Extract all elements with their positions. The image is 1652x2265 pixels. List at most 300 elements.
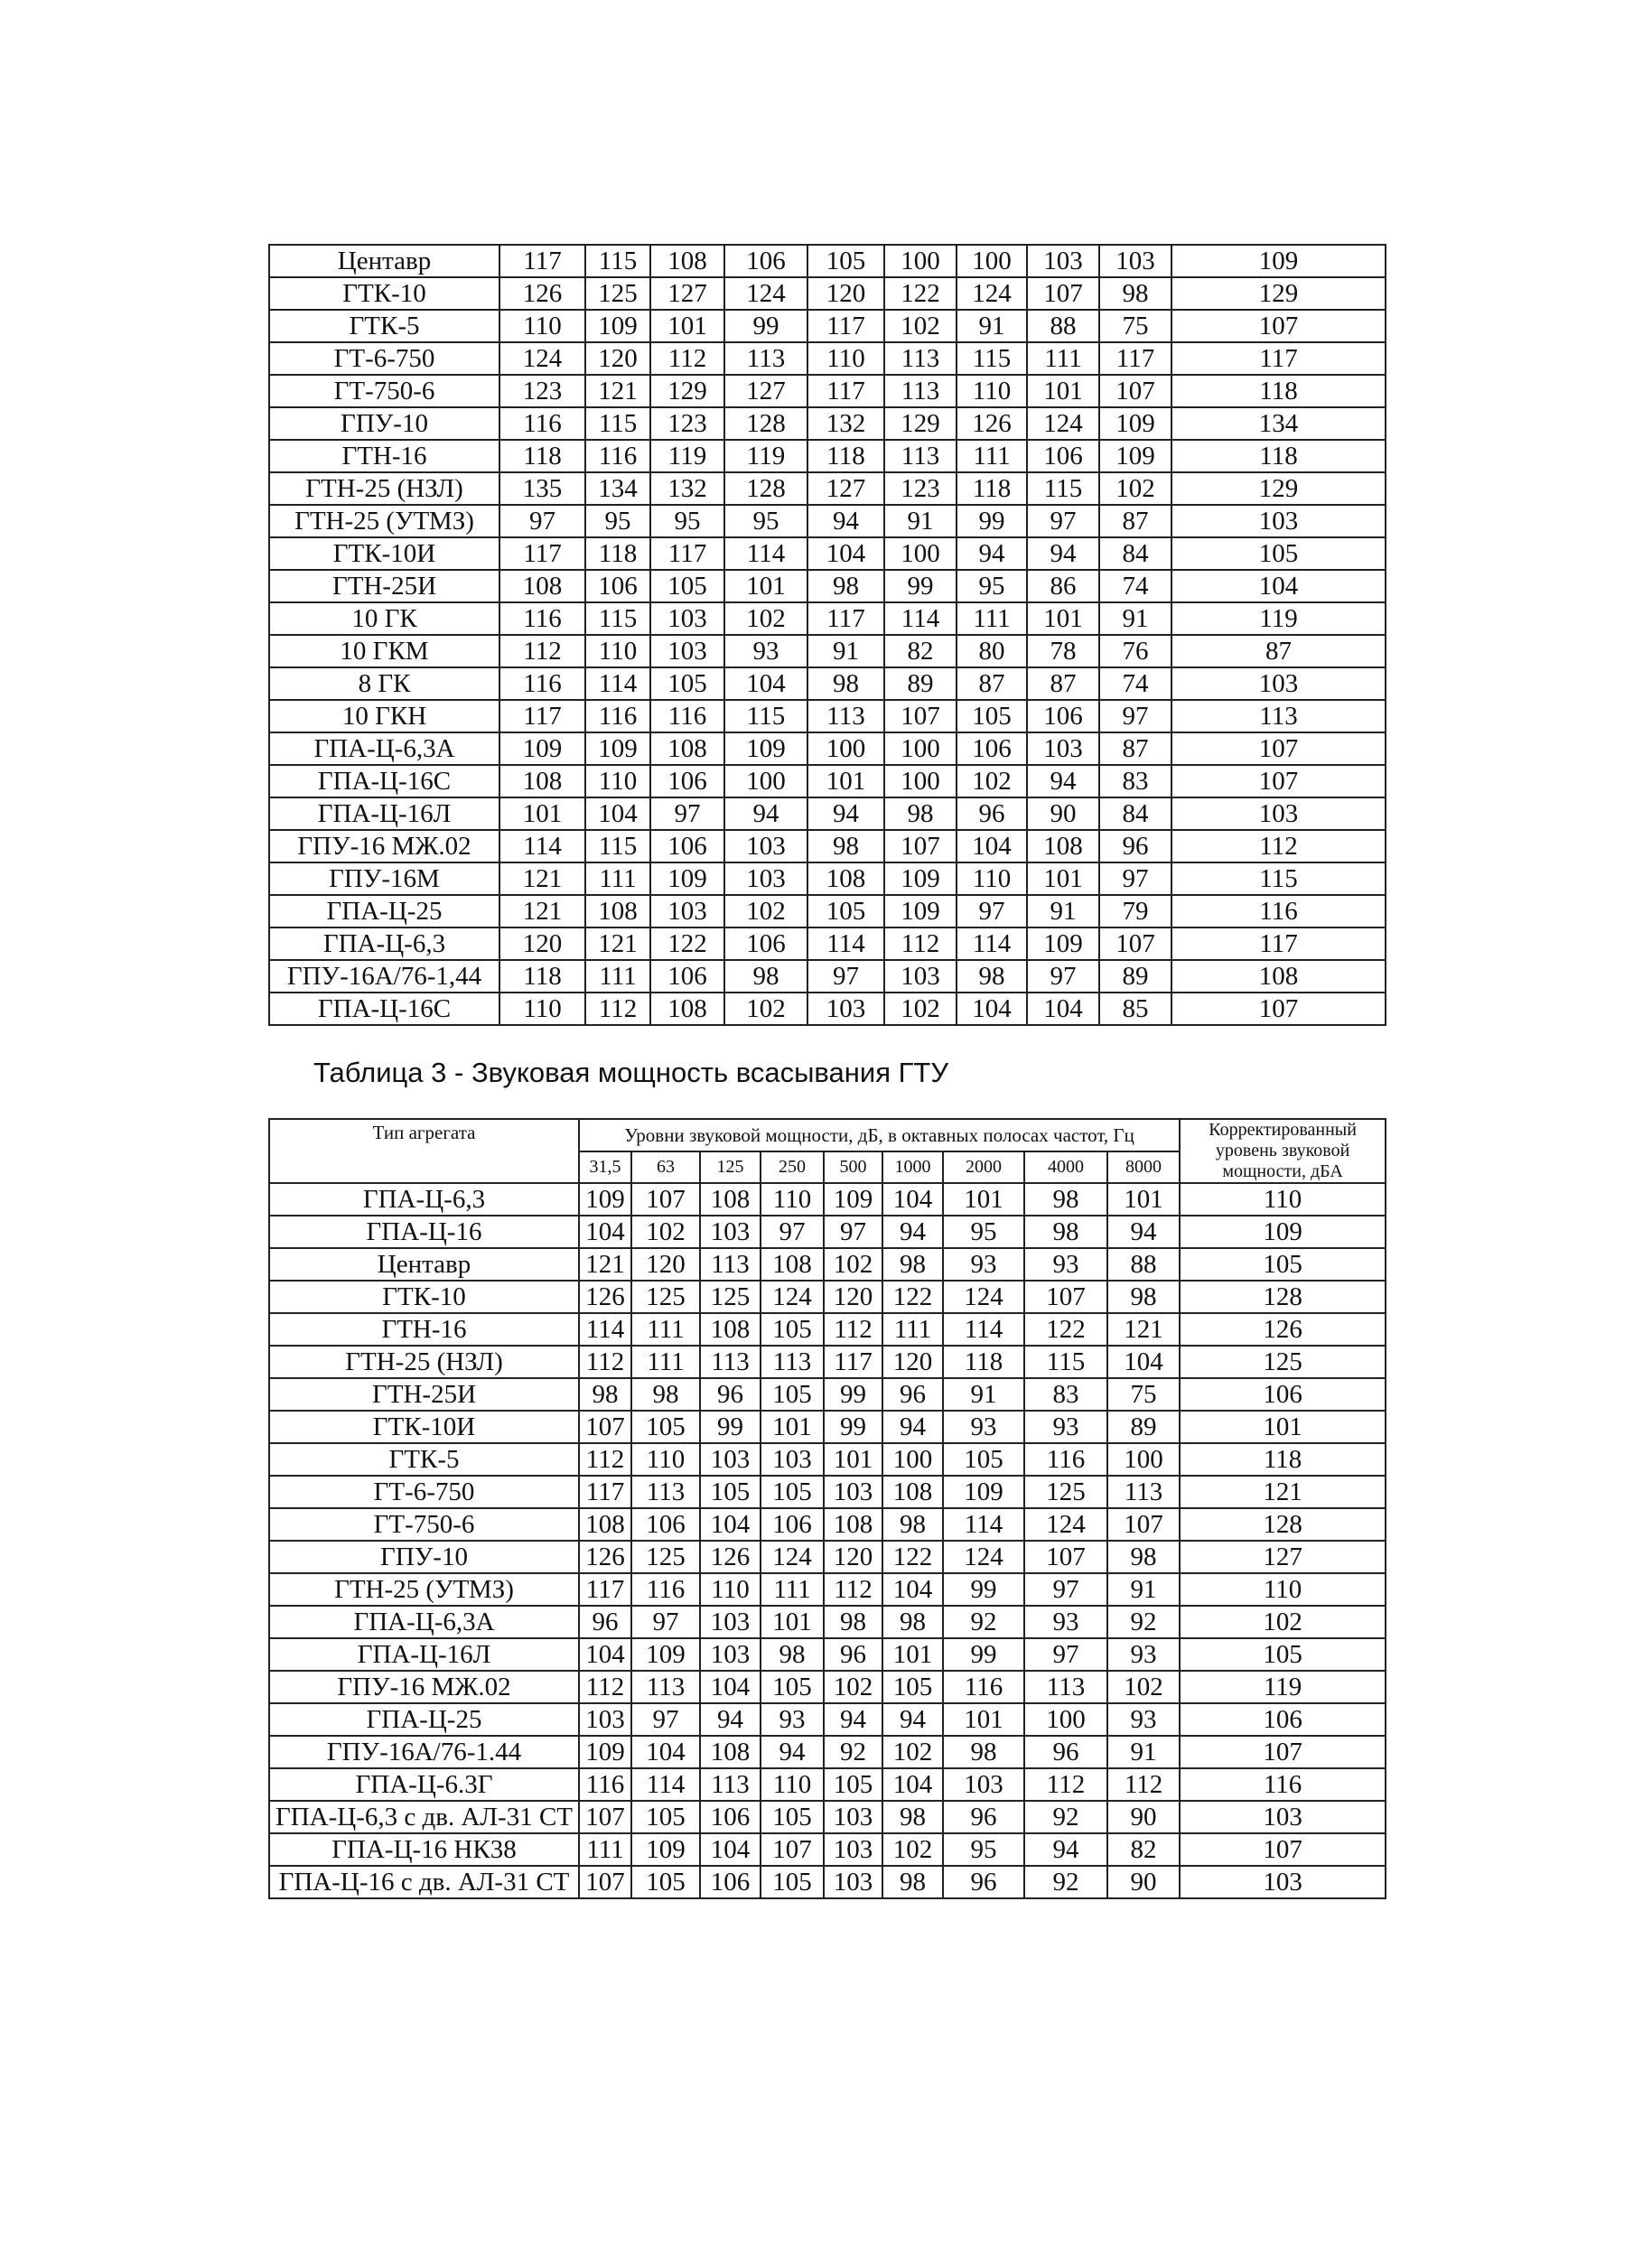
level-cell: 104	[700, 1671, 761, 1703]
level-cell: 85	[1099, 993, 1171, 1025]
level-cell: 103	[650, 602, 724, 635]
level-cell: 117	[499, 245, 585, 277]
level-cell: 103	[724, 830, 807, 862]
level-cell: 102	[1107, 1671, 1180, 1703]
level-cell: 121	[585, 927, 650, 960]
level-cell: 101	[1027, 862, 1099, 895]
level-cell: 103	[824, 1833, 882, 1866]
level-cell: 108	[700, 1183, 761, 1216]
table-row	[269, 375, 1386, 407]
corrected-level-cell: 129	[1171, 277, 1386, 310]
corrected-level-cell: 103	[1171, 667, 1386, 700]
table-row	[269, 1411, 1386, 1443]
level-cell: 94	[700, 1703, 761, 1736]
level-cell: 104	[882, 1573, 943, 1606]
table-row	[269, 342, 1386, 375]
level-cell: 101	[943, 1183, 1024, 1216]
level-cell: 115	[1024, 1346, 1107, 1378]
unit-name-cell: ГТН-25 (УТМЗ)	[269, 505, 499, 537]
level-cell: 82	[884, 635, 957, 667]
level-cell: 74	[1099, 667, 1171, 700]
level-cell: 112	[824, 1313, 882, 1346]
level-cell: 94	[1027, 765, 1099, 797]
frequency-header-cell: 2000	[943, 1151, 1024, 1184]
level-cell: 124	[761, 1541, 824, 1573]
level-cell: 100	[882, 1443, 943, 1476]
level-cell: 98	[882, 1801, 943, 1833]
level-cell: 104	[957, 993, 1027, 1025]
corrected-level-cell: 109	[1171, 245, 1386, 277]
level-cell: 116	[943, 1671, 1024, 1703]
level-cell: 95	[943, 1833, 1024, 1866]
level-cell: 108	[650, 245, 724, 277]
unit-name-cell: ГТК-10И	[269, 537, 499, 570]
level-cell: 98	[807, 830, 884, 862]
table-row	[269, 472, 1386, 505]
level-cell: 106	[1027, 700, 1099, 732]
level-cell: 108	[761, 1248, 824, 1281]
corrected-level-cell: 104	[1171, 570, 1386, 602]
level-cell: 104	[1107, 1346, 1180, 1378]
level-cell: 123	[650, 407, 724, 440]
level-cell: 102	[724, 993, 807, 1025]
corrected-level-cell: 134	[1171, 407, 1386, 440]
table-row	[269, 1703, 1386, 1736]
corrected-level-cell: 117	[1171, 927, 1386, 960]
unit-name-cell: ГПА-Ц-6,3А	[269, 1606, 579, 1638]
level-cell: 96	[943, 1866, 1024, 1898]
level-cell: 124	[499, 342, 585, 375]
level-cell: 93	[943, 1248, 1024, 1281]
level-cell: 125	[1024, 1476, 1107, 1508]
level-cell: 128	[724, 407, 807, 440]
level-cell: 78	[1027, 635, 1099, 667]
table-row	[269, 1606, 1386, 1638]
unit-name-cell: ГПА-Ц-25	[269, 1703, 579, 1736]
level-cell: 108	[700, 1736, 761, 1768]
level-cell: 124	[943, 1281, 1024, 1313]
level-cell: 115	[585, 245, 650, 277]
level-cell: 102	[1099, 472, 1171, 505]
table-row	[269, 1378, 1386, 1411]
level-cell: 107	[1027, 277, 1099, 310]
level-cell: 121	[585, 375, 650, 407]
table-row	[269, 1833, 1386, 1866]
unit-name-cell: ГТК-10	[269, 277, 499, 310]
level-cell: 110	[585, 635, 650, 667]
unit-name-cell: Центавр	[269, 1248, 579, 1281]
level-cell: 107	[761, 1833, 824, 1866]
level-cell: 90	[1107, 1801, 1180, 1833]
level-cell: 109	[650, 862, 724, 895]
level-cell: 106	[1027, 440, 1099, 472]
level-cell: 87	[1099, 505, 1171, 537]
level-cell: 109	[1027, 927, 1099, 960]
table-row	[269, 310, 1386, 342]
level-cell: 102	[884, 993, 957, 1025]
corrected-level-cell: 128	[1180, 1508, 1386, 1541]
level-cell: 116	[499, 407, 585, 440]
level-cell: 105	[761, 1801, 824, 1833]
level-cell: 99	[943, 1638, 1024, 1671]
level-cell: 97	[631, 1703, 700, 1736]
level-cell: 94	[882, 1216, 943, 1248]
level-cell: 87	[1027, 667, 1099, 700]
level-cell: 121	[499, 862, 585, 895]
level-cell: 105	[631, 1411, 700, 1443]
level-cell: 104	[579, 1216, 631, 1248]
level-cell: 92	[824, 1736, 882, 1768]
level-cell: 111	[957, 602, 1027, 635]
level-cell: 126	[499, 277, 585, 310]
level-cell: 75	[1107, 1378, 1180, 1411]
level-cell: 94	[957, 537, 1027, 570]
unit-name-cell: ГТ-6-750	[269, 342, 499, 375]
unit-name-cell: ГПА-Ц-25	[269, 895, 499, 927]
level-cell: 132	[807, 407, 884, 440]
level-cell: 107	[579, 1866, 631, 1898]
corrected-level-cell: 103	[1171, 505, 1386, 537]
level-cell: 97	[1099, 700, 1171, 732]
level-cell: 103	[1099, 245, 1171, 277]
level-cell: 98	[1024, 1216, 1107, 1248]
level-cell: 110	[761, 1768, 824, 1801]
level-cell: 91	[1107, 1573, 1180, 1606]
level-cell: 91	[1107, 1736, 1180, 1768]
corrected-level-cell: 117	[1171, 342, 1386, 375]
unit-name-cell: ГПА-Ц-6,3	[269, 1183, 579, 1216]
table-row	[269, 1638, 1386, 1671]
level-cell: 105	[631, 1801, 700, 1833]
level-cell: 108	[585, 895, 650, 927]
level-cell: 114	[585, 667, 650, 700]
level-cell: 93	[943, 1411, 1024, 1443]
corrected-level-cell: 107	[1180, 1833, 1386, 1866]
table-row	[269, 602, 1386, 635]
level-cell: 99	[884, 570, 957, 602]
level-cell: 83	[1099, 765, 1171, 797]
level-cell: 104	[724, 667, 807, 700]
table-body	[269, 1183, 1386, 1898]
level-cell: 97	[1024, 1573, 1107, 1606]
unit-name-cell: ГТ-750-6	[269, 1508, 579, 1541]
corrected-level-cell: 116	[1180, 1768, 1386, 1801]
level-cell: 101	[1107, 1183, 1180, 1216]
level-cell: 119	[650, 440, 724, 472]
level-cell: 123	[499, 375, 585, 407]
unit-name-cell: ГПА-Ц-16	[269, 1216, 579, 1248]
level-cell: 106	[724, 245, 807, 277]
level-cell: 101	[882, 1638, 943, 1671]
table-row	[269, 1443, 1386, 1476]
level-cell: 105	[761, 1866, 824, 1898]
level-cell: 114	[724, 537, 807, 570]
level-cell: 99	[824, 1411, 882, 1443]
table-row	[269, 667, 1386, 700]
level-cell: 109	[579, 1183, 631, 1216]
level-cell: 104	[631, 1736, 700, 1768]
unit-name-cell: ГПУ-16М	[269, 862, 499, 895]
level-cell: 95	[585, 505, 650, 537]
level-cell: 103	[1027, 732, 1099, 765]
level-cell: 109	[631, 1638, 700, 1671]
level-cell: 102	[824, 1671, 882, 1703]
corrected-level-cell: 110	[1180, 1183, 1386, 1216]
level-cell: 103	[650, 635, 724, 667]
level-cell: 116	[585, 700, 650, 732]
frequency-header-cell: 125	[700, 1151, 761, 1184]
level-cell: 94	[1027, 537, 1099, 570]
corrected-level-cell: 105	[1180, 1638, 1386, 1671]
level-cell: 120	[824, 1281, 882, 1313]
level-cell: 89	[1099, 960, 1171, 993]
level-cell: 93	[1024, 1411, 1107, 1443]
level-cell: 102	[631, 1216, 700, 1248]
level-cell: 93	[1024, 1248, 1107, 1281]
level-cell: 87	[1099, 732, 1171, 765]
level-cell: 106	[650, 830, 724, 862]
level-cell: 91	[884, 505, 957, 537]
level-cell: 91	[807, 635, 884, 667]
level-cell: 111	[1027, 342, 1099, 375]
table-row	[269, 570, 1386, 602]
level-cell: 122	[882, 1281, 943, 1313]
table-row	[269, 830, 1386, 862]
level-cell: 107	[884, 700, 957, 732]
table-row	[269, 1541, 1386, 1573]
level-cell: 83	[1024, 1378, 1107, 1411]
level-cell: 99	[700, 1411, 761, 1443]
level-cell: 117	[499, 700, 585, 732]
level-cell: 105	[761, 1313, 824, 1346]
corrected-level-cell: 125	[1180, 1346, 1386, 1378]
level-cell: 118	[499, 960, 585, 993]
level-cell: 107	[1024, 1541, 1107, 1573]
level-cell: 112	[579, 1443, 631, 1476]
level-cell: 91	[957, 310, 1027, 342]
table-row	[269, 1508, 1386, 1541]
table-row	[269, 277, 1386, 310]
level-cell: 93	[1024, 1606, 1107, 1638]
level-cell: 105	[824, 1768, 882, 1801]
level-cell: 124	[724, 277, 807, 310]
level-cell: 120	[631, 1248, 700, 1281]
level-cell: 96	[882, 1378, 943, 1411]
level-cell: 107	[579, 1801, 631, 1833]
sound-power-table-continued	[268, 244, 1386, 1026]
unit-name-cell: 10 ГКН	[269, 700, 499, 732]
table-row	[269, 895, 1386, 927]
frequency-header-cell: 4000	[1024, 1151, 1107, 1184]
level-cell: 110	[807, 342, 884, 375]
level-cell: 97	[1024, 1638, 1107, 1671]
corrected-level-cell: 107	[1171, 765, 1386, 797]
level-cell: 97	[631, 1606, 700, 1638]
level-cell: 86	[1027, 570, 1099, 602]
level-cell: 99	[824, 1378, 882, 1411]
table-row	[269, 1671, 1386, 1703]
level-cell: 104	[585, 797, 650, 830]
level-cell: 107	[1099, 375, 1171, 407]
corrected-level-cell: 108	[1171, 960, 1386, 993]
header-corrected-level: Корректированный уровень звуковой мощности, дБА	[1180, 1119, 1386, 1183]
table-row	[269, 1313, 1386, 1346]
level-cell: 97	[1099, 862, 1171, 895]
level-cell: 79	[1099, 895, 1171, 927]
level-cell: 107	[884, 830, 957, 862]
unit-name-cell: ГПА-Ц-16С	[269, 765, 499, 797]
level-cell: 104	[807, 537, 884, 570]
corrected-level-cell: 128	[1180, 1281, 1386, 1313]
table-row	[269, 505, 1386, 537]
level-cell: 126	[579, 1281, 631, 1313]
corrected-level-cell: 107	[1180, 1736, 1386, 1768]
level-cell: 92	[1024, 1801, 1107, 1833]
level-cell: 107	[1024, 1281, 1107, 1313]
level-cell: 108	[650, 732, 724, 765]
level-cell: 95	[957, 570, 1027, 602]
header-unit-type: Тип агрегата	[269, 1119, 579, 1183]
level-cell: 101	[724, 570, 807, 602]
level-cell: 92	[1107, 1606, 1180, 1638]
level-cell: 98	[882, 1248, 943, 1281]
level-cell: 117	[807, 310, 884, 342]
level-cell: 105	[761, 1671, 824, 1703]
level-cell: 96	[824, 1638, 882, 1671]
level-cell: 94	[807, 505, 884, 537]
corrected-level-cell: 115	[1171, 862, 1386, 895]
level-cell: 109	[579, 1736, 631, 1768]
unit-name-cell: ГТ-750-6	[269, 375, 499, 407]
level-cell: 115	[585, 830, 650, 862]
level-cell: 126	[957, 407, 1027, 440]
level-cell: 112	[650, 342, 724, 375]
corrected-level-cell: 105	[1171, 537, 1386, 570]
table-row	[269, 407, 1386, 440]
table-row	[269, 1573, 1386, 1606]
table-row	[269, 927, 1386, 960]
level-cell: 101	[807, 765, 884, 797]
level-cell: 98	[807, 570, 884, 602]
corrected-level-cell: 118	[1180, 1443, 1386, 1476]
level-cell: 111	[761, 1573, 824, 1606]
level-cell: 109	[884, 862, 957, 895]
unit-name-cell: ГПУ-16А/76-1,44	[269, 960, 499, 993]
level-cell: 95	[650, 505, 724, 537]
level-cell: 104	[882, 1768, 943, 1801]
level-cell: 99	[943, 1573, 1024, 1606]
unit-name-cell: 8 ГК	[269, 667, 499, 700]
level-cell: 99	[957, 505, 1027, 537]
level-cell: 100	[884, 245, 957, 277]
frequency-header-cell: 500	[824, 1151, 882, 1184]
unit-name-cell: Центавр	[269, 245, 499, 277]
unit-name-cell: 10 ГК	[269, 602, 499, 635]
level-cell: 108	[499, 765, 585, 797]
level-cell: 105	[631, 1866, 700, 1898]
level-cell: 100	[1107, 1443, 1180, 1476]
level-cell: 101	[499, 797, 585, 830]
unit-name-cell: ГПА-Ц-6,3	[269, 927, 499, 960]
level-cell: 100	[884, 765, 957, 797]
level-cell: 104	[700, 1508, 761, 1541]
level-cell: 105	[761, 1476, 824, 1508]
level-cell: 101	[1027, 602, 1099, 635]
corrected-level-cell: 127	[1180, 1541, 1386, 1573]
level-cell: 105	[807, 245, 884, 277]
level-cell: 96	[579, 1606, 631, 1638]
level-cell: 110	[700, 1573, 761, 1606]
level-cell: 102	[957, 765, 1027, 797]
level-cell: 97	[957, 895, 1027, 927]
level-cell: 122	[650, 927, 724, 960]
level-cell: 101	[943, 1703, 1024, 1736]
level-cell: 98	[882, 1606, 943, 1638]
level-cell: 108	[579, 1508, 631, 1541]
level-cell: 108	[824, 1508, 882, 1541]
level-cell: 109	[585, 310, 650, 342]
level-cell: 111	[579, 1833, 631, 1866]
level-cell: 105	[807, 895, 884, 927]
level-cell: 124	[1024, 1508, 1107, 1541]
level-cell: 94	[724, 797, 807, 830]
level-cell: 110	[957, 375, 1027, 407]
level-cell: 105	[943, 1443, 1024, 1476]
level-cell: 100	[807, 732, 884, 765]
level-cell: 96	[700, 1378, 761, 1411]
level-cell: 129	[884, 407, 957, 440]
level-cell: 98	[943, 1736, 1024, 1768]
level-cell: 110	[631, 1443, 700, 1476]
corrected-level-cell: 119	[1180, 1671, 1386, 1703]
table-row	[269, 1346, 1386, 1378]
level-cell: 121	[1107, 1313, 1180, 1346]
table-row	[269, 1801, 1386, 1833]
corrected-level-cell: 119	[1171, 602, 1386, 635]
table-row	[269, 765, 1386, 797]
unit-name-cell: ГТН-25 (НЗЛ)	[269, 472, 499, 505]
level-cell: 95	[943, 1216, 1024, 1248]
corrected-level-cell: 101	[1180, 1411, 1386, 1443]
level-cell: 103	[761, 1443, 824, 1476]
level-cell: 100	[1024, 1703, 1107, 1736]
level-cell: 128	[724, 472, 807, 505]
level-cell: 87	[957, 667, 1027, 700]
level-cell: 103	[1027, 245, 1099, 277]
corrected-level-cell: 102	[1180, 1606, 1386, 1638]
level-cell: 125	[700, 1281, 761, 1313]
level-cell: 117	[650, 537, 724, 570]
level-cell: 97	[1027, 960, 1099, 993]
level-cell: 116	[499, 667, 585, 700]
level-cell: 104	[882, 1183, 943, 1216]
level-cell: 102	[884, 310, 957, 342]
corrected-level-cell: 105	[1180, 1248, 1386, 1281]
level-cell: 112	[499, 635, 585, 667]
unit-name-cell: ГТН-16	[269, 440, 499, 472]
level-cell: 110	[957, 862, 1027, 895]
level-cell: 112	[884, 927, 957, 960]
unit-name-cell: ГТК-10И	[269, 1411, 579, 1443]
level-cell: 104	[1027, 993, 1099, 1025]
level-cell: 120	[499, 927, 585, 960]
level-cell: 106	[585, 570, 650, 602]
level-cell: 118	[585, 537, 650, 570]
level-cell: 94	[1024, 1833, 1107, 1866]
level-cell: 98	[884, 797, 957, 830]
unit-name-cell: ГТК-5	[269, 310, 499, 342]
unit-name-cell: ГПА-Ц-16С	[269, 993, 499, 1025]
